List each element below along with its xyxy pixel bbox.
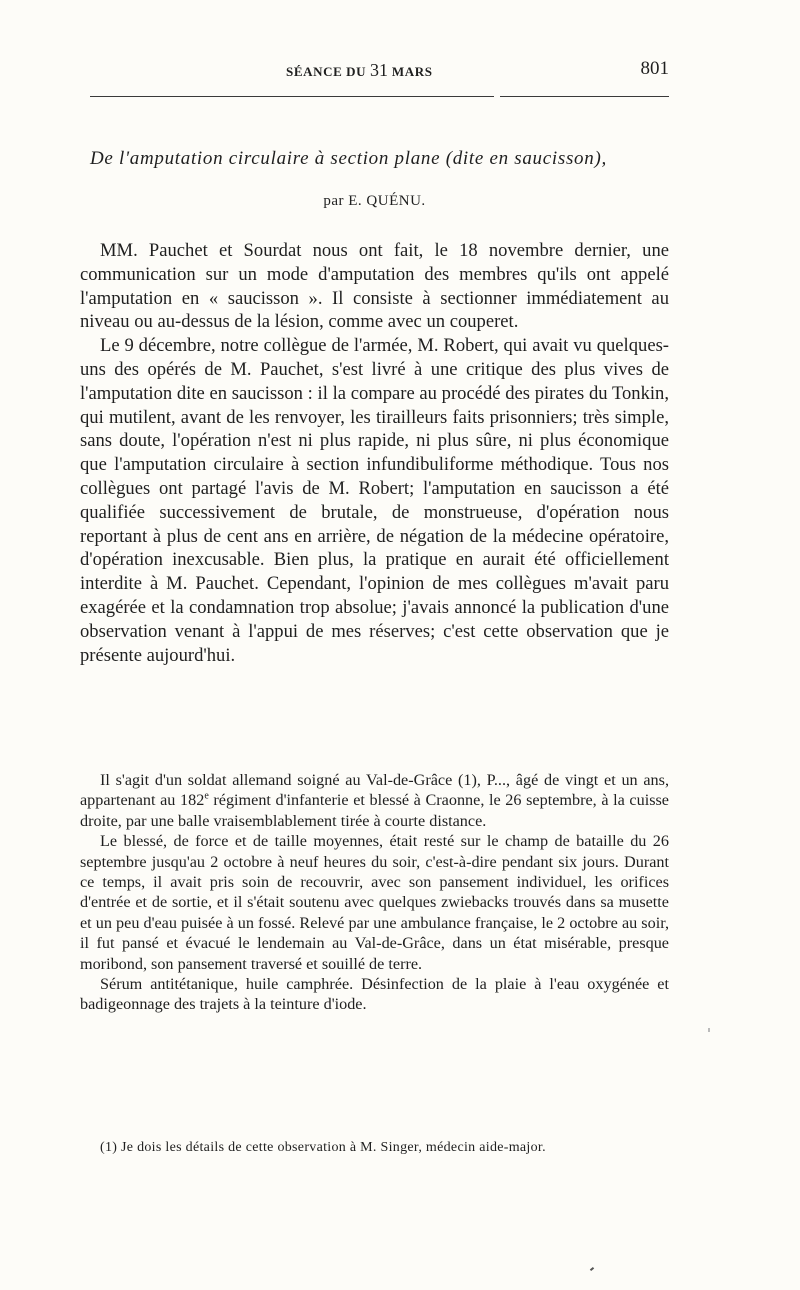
header-rule-right <box>500 96 669 97</box>
running-title-part2: MARS <box>391 64 433 79</box>
article-byline: par E. QUÉNU. <box>323 193 426 209</box>
observation-paragraph-2: Le blessé, de force et de taille moyennes, était resté sur le champ de bataille du 26 septembre jusqu'au 2 octobre à neuf heures du soir, c'est-à-dire pendant six jours. Durant ce temps, il avait pris soin de recouvrir, avec son pansement individuel, les orifices d'entrée et de sortie, et il s'était soutenu avec quelques zwiebacks trouvés dans sa musette et un peu d'eau puisée à un fossé. Relevé par une ambulance française, le 2 octobre au soir, il fut pansé et évacué le lendemain au Val-de-Grâce, dans un état misérable, presque moribond, son pansement traversé et souillé de terre. <box>80 832 669 973</box>
observation-text <box>80 770 669 1015</box>
observation-paragraph-3: Sérum antitétanique, huile camphrée. Désinfection de la plaie à l'eau oxygénée et badigeonnage des trajets à la teinture d'iode. <box>80 975 669 1014</box>
footnote <box>80 1138 669 1158</box>
print-speck <box>590 1267 594 1271</box>
paragraph-2: Le 9 décembre, notre collègue de l'armée, M. Robert, qui avait vu quelques-uns des opérés de M. Pauchet, s'est livré à une critique des plus vives de l'amputation dite en saucisson : il la compare au procédé des pirates du Tonkin, qui mutilent, avant de les renvoyer, les tirailleurs faits prisonniers; très simple, sans doute, l'opération n'est ni plus rapide, ni plus sûre, ni plus économique que l'amputation circulaire à section infundibuliforme méthodique. Tous nos collègues ont partagé l'avis de M. Robert; l'amputation en saucisson a été qualifiée successivement de brutale, de monstrueuse, d'opération nous reportant à plus de cent ans en arrière, de négation de la médecine opératoire, d'opération inexcusable. Bien plus, la pratique en aurait été officiellement interdite à M. Pauchet. Cependant, l'opinion de mes collègues m'avait paru exagérée et la condamnation trop absolue; j'avais annoncé la publication d'une observation venant à l'appui de mes réserves; c'est cette observation que je présente aujourd'hui. <box>80 335 669 666</box>
observation-p1-start: Il s'agit d'un soldat allemand soigné au Val-de-Grâce (1), P..., âgé de vingt et un ans, appartenant au 182 <box>80 771 669 810</box>
observation-paragraph-1 <box>80 770 669 831</box>
article-title: De l'amputation circulaire à section plane (dite en saucisson), <box>90 148 607 169</box>
running-title-part1: SÉANCE DU <box>286 64 367 79</box>
main-text <box>80 239 669 667</box>
running-header <box>80 60 669 84</box>
page-number: 801 <box>640 58 669 79</box>
footnote-text: (1) Je dois les détails de cette observation à M. Singer, médecin aide-major. <box>100 1140 546 1155</box>
ordinal-superscript: e <box>204 791 209 803</box>
observation-p1-end: régiment d'infanterie et blessé à Craonne, le 26 septembre, à la cuisse droite, par une balle vraisemblablement tirée à courte distance. <box>80 791 669 830</box>
running-title-day: 31 <box>370 60 389 80</box>
paragraph-1: MM. Pauchet et Sourdat nous ont fait, le 18 novembre dernier, une communication sur un mode d'amputation des membres qu'ils ont appelé l'amputation en « saucisson ». Il consiste à sectionner immédiatement au niveau ou au-dessus de la lésion, comme avec un couperet. <box>80 240 669 333</box>
running-title <box>286 60 433 81</box>
print-speck-margin <box>708 1028 710 1032</box>
header-rule-left <box>90 96 494 97</box>
